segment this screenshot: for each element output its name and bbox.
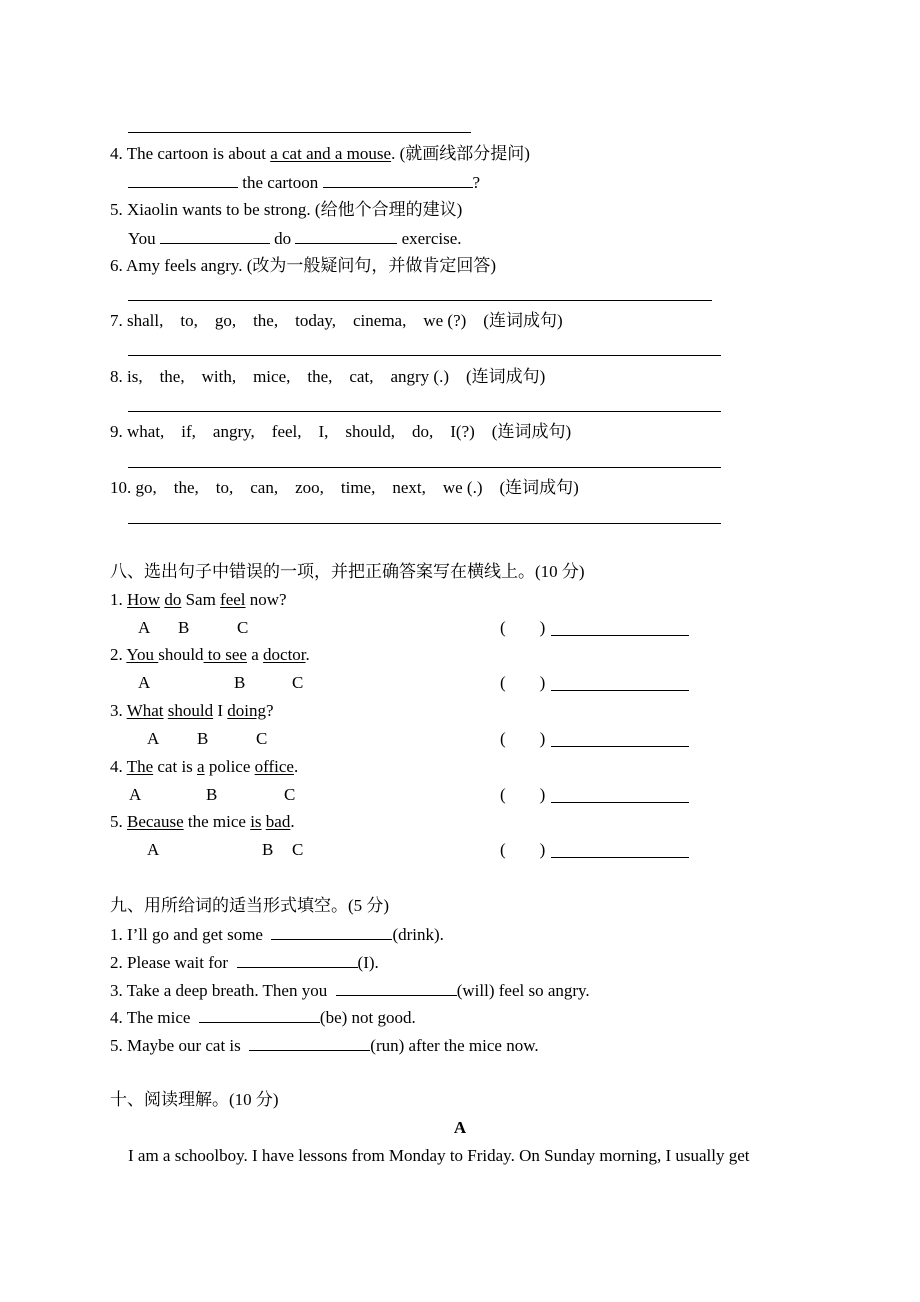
option-letter: A [147, 840, 160, 859]
fill-item-1: 1. I’ll go and get some (drink). [110, 925, 444, 944]
option-letter: B [178, 618, 190, 637]
question-10: 10. go, the, to, can, zoo, time, next, we (.) (连词成句) [110, 478, 579, 497]
answer-line[interactable] [551, 746, 689, 747]
error-item-3: 3. What should I doing? [110, 701, 274, 720]
answer-paren[interactable]: ( ) [500, 840, 546, 859]
answer-paren[interactable]: ( ) [500, 673, 546, 692]
answer-line-q6[interactable] [128, 300, 712, 301]
question-7: 7. shall, to, go, the, today, cinema, we (?) (连词成句) [110, 311, 563, 330]
section-9-heading: 九、用所给词的适当形式填空。(5 分) [110, 896, 390, 915]
answer-blank[interactable] [271, 924, 392, 940]
answer-line-q7[interactable] [128, 355, 721, 356]
answer-blank[interactable] [160, 228, 270, 244]
error-item-5: 5. Because the mice is bad. [110, 812, 295, 831]
answer-paren[interactable]: ( ) [500, 729, 546, 748]
answer-line-q8[interactable] [128, 411, 721, 412]
section-8-heading: 八、选出句子中错误的一项，并把正确答案写在横线上。(10 分) [110, 562, 585, 581]
option-letter: C [256, 729, 268, 748]
fill-item-4: 4. The mice (be) not good. [110, 1008, 416, 1027]
option-letter: C [292, 840, 304, 859]
answer-line[interactable] [551, 635, 689, 636]
option-letter: A [147, 729, 160, 748]
fill-item-5: 5. Maybe our cat is (run) after the mice now. [110, 1036, 539, 1055]
question-5: 5. Xiaolin wants to be strong. (给他个合理的建议) [110, 200, 463, 219]
fill-item-2: 2. Please wait for (I). [110, 953, 379, 972]
option-letter: A [129, 785, 142, 804]
answer-line-q9[interactable] [128, 467, 721, 468]
answer-line-q3[interactable] [128, 132, 471, 133]
option-letter: B [234, 673, 246, 692]
question-4-answer: the cartoon ? [128, 172, 480, 193]
question-5-answer: You do exercise. [128, 229, 462, 248]
answer-blank[interactable] [249, 1035, 370, 1051]
answer-line[interactable] [551, 857, 689, 858]
option-letter: B [197, 729, 209, 748]
answer-blank[interactable] [295, 228, 397, 244]
option-letter: C [284, 785, 296, 804]
passage-label: A [453, 1118, 467, 1137]
answer-blank[interactable] [323, 172, 473, 188]
error-item-4: 4. The cat is a police office. [110, 757, 299, 776]
section-10-heading: 十、阅读理解。(10 分) [110, 1090, 279, 1109]
answer-line[interactable] [551, 690, 689, 691]
option-letter: A [138, 618, 151, 637]
error-item-1: 1. How do Sam feel now? [110, 590, 287, 609]
option-letter: A [138, 673, 151, 692]
answer-blank[interactable] [128, 172, 238, 188]
answer-paren[interactable]: ( ) [500, 618, 546, 637]
error-item-2: 2. You should to see a doctor. [110, 645, 310, 664]
question-4: 4. The cartoon is about a cat and a mouse. (就画线部分提问) [110, 144, 530, 163]
fill-item-3: 3. Take a deep breath. Then you (will) feel so angry. [110, 981, 590, 1000]
question-6: 6. Amy feels angry. (改为一般疑问句，并做肯定回答) [110, 256, 497, 275]
question-9: 9. what, if, angry, feel, I, should, do, I(?) (连词成句) [110, 422, 572, 441]
answer-blank[interactable] [237, 952, 358, 968]
option-letter: B [262, 840, 274, 859]
option-letter: B [206, 785, 218, 804]
question-8: 8. is, the, with, mice, the, cat, angry (.) (连词成句) [110, 367, 546, 386]
answer-blank[interactable] [199, 1007, 320, 1023]
answer-blank[interactable] [336, 980, 457, 996]
option-letter: C [237, 618, 249, 637]
answer-line[interactable] [551, 802, 689, 803]
answer-paren[interactable]: ( ) [500, 785, 546, 804]
underlined-phrase: a cat and a mouse [270, 144, 392, 163]
passage-text: I am a schoolboy. I have lessons from Monday to Friday. On Sunday morning, I usually get [128, 1146, 750, 1165]
option-letter: C [292, 673, 304, 692]
answer-line-q10[interactable] [128, 523, 721, 524]
